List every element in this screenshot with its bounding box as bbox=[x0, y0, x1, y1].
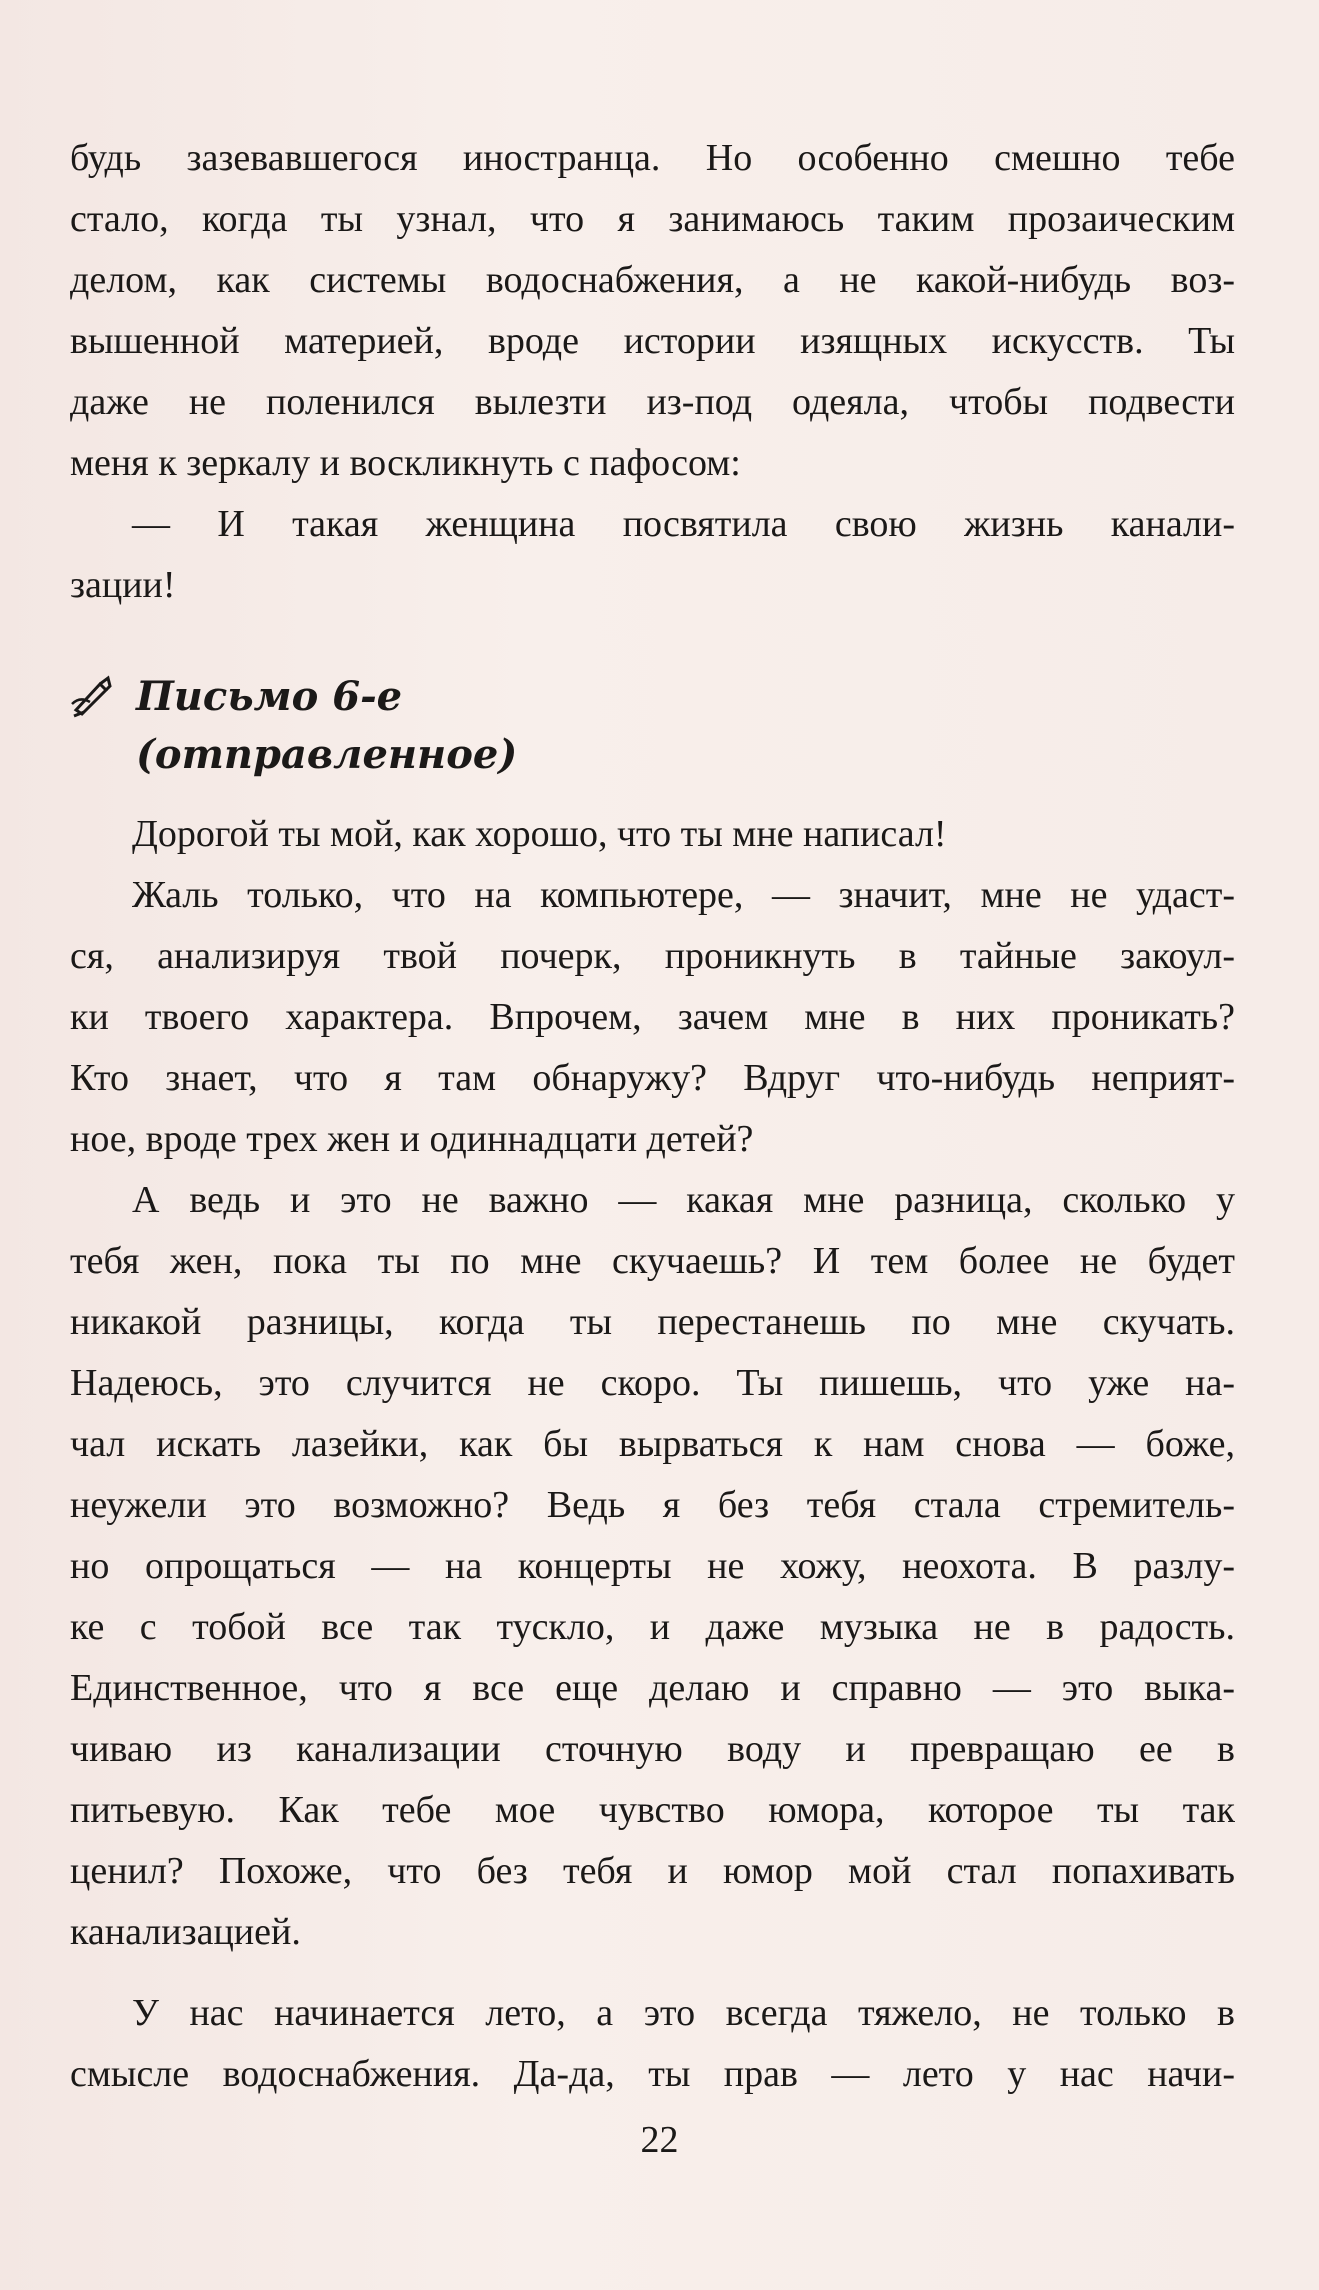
text-line: Дорогой ты мой, как хорошо, что ты мне написал! bbox=[132, 813, 947, 855]
paragraph-5 bbox=[70, 1983, 1235, 2105]
text-line: Единственное, что я все еще делаю и справно — это выка- bbox=[70, 1667, 1235, 1709]
quote-paragraph bbox=[70, 494, 1235, 616]
paragraph-3 bbox=[70, 865, 1235, 1170]
text-line: А ведь и это не важно — какая мне разница, сколько у bbox=[132, 1179, 1235, 1221]
text-line: будь зазевавшегося иностранца. Но особенно смешно тебе bbox=[70, 137, 1235, 179]
text-line: чал искать лазейки, как бы вырваться к нам снова — боже, bbox=[70, 1423, 1235, 1465]
text-line: но опрощаться — на концерты не хожу, неохота. В разлу- bbox=[70, 1545, 1235, 1587]
text-line: стало, когда ты узнал, что я занимаюсь таким прозаическим bbox=[70, 198, 1235, 240]
text-line: тебя жен, пока ты по мне скучаешь? И тем более не будет bbox=[70, 1240, 1235, 1282]
text-line: питьевую. Как тебе мое чувство юмора, которое ты так bbox=[70, 1789, 1235, 1831]
letter-subtitle: (отправленное) bbox=[136, 731, 518, 778]
text-line: У нас начинается лето, а это всегда тяжело, не только в bbox=[132, 1992, 1235, 2034]
text-line: канализацией. bbox=[70, 1911, 301, 1953]
text-line: — И такая женщина посвятила свою жизнь канали- bbox=[132, 503, 1235, 545]
pen-nib-icon bbox=[70, 674, 114, 718]
page-text bbox=[70, 128, 1235, 2105]
text-line: неужели это возможно? Ведь я без тебя стала стремитель- bbox=[70, 1484, 1235, 1526]
text-line: ное, вроде трех жен и одиннадцати детей? bbox=[70, 1118, 754, 1160]
text-line: Надеюсь, это случится не скоро. Ты пишешь, что уже на- bbox=[70, 1362, 1235, 1404]
text-line: Кто знает, что я там обнаружу? Вдруг что-нибудь неприят- bbox=[70, 1057, 1235, 1099]
text-line: никакой разницы, когда ты перестанешь по мне скучать. bbox=[70, 1301, 1235, 1343]
letter-heading bbox=[70, 668, 1235, 784]
text-line: ки твоего характера. Впрочем, зачем мне в них проникать? bbox=[70, 996, 1235, 1038]
paragraph-2 bbox=[70, 804, 1235, 865]
text-line: ценил? Похоже, что без тебя и юмор мой стал попахивать bbox=[70, 1850, 1235, 1892]
text-line: чиваю из канализации сточную воду и превращаю ее в bbox=[70, 1728, 1235, 1770]
text-line: Жаль только, что на компьютере, — значит, мне не удаст- bbox=[132, 874, 1235, 916]
letter-title: Письмо 6-е bbox=[136, 673, 403, 720]
text-line: даже не поленился вылезти из-под одеяла, чтобы подвести bbox=[70, 381, 1235, 423]
text-line: ке с тобой все так тускло, и даже музыка не в радость. bbox=[70, 1606, 1235, 1648]
text-line: вышенной материей, вроде истории изящных искусств. Ты bbox=[70, 320, 1235, 362]
paragraph-4 bbox=[70, 1170, 1235, 1963]
page-number: 22 bbox=[640, 2119, 679, 2161]
text-line: ся, анализируя твой почерк, проникнуть в тайные закоул- bbox=[70, 935, 1235, 977]
text-line: зации! bbox=[70, 564, 176, 606]
paragraph-1 bbox=[70, 128, 1235, 494]
text-line: делом, как системы водоснабжения, а не какой-нибудь воз- bbox=[70, 259, 1235, 301]
text-line: смысле водоснабжения. Да-да, ты прав — лето у нас начи- bbox=[70, 2053, 1235, 2095]
text-line: меня к зеркалу и воскликнуть с пафосом: bbox=[70, 442, 741, 484]
